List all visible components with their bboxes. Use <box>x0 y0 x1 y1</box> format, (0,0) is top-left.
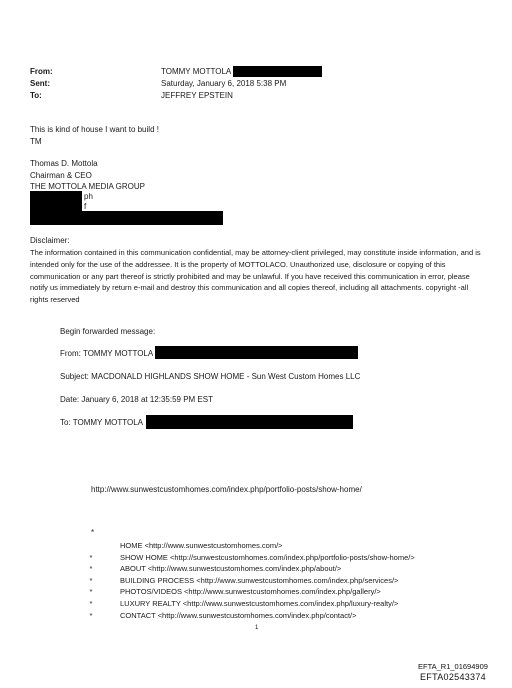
disclaimer-heading: Disclaimer: <box>30 236 70 245</box>
sent-label: Sent: <box>30 79 50 88</box>
footer-id-secondary: EFTA02543374 <box>420 672 486 682</box>
signature-fax-suffix: f <box>84 202 87 211</box>
bullet-marker: * <box>89 610 93 620</box>
menu-item-home[interactable]: HOME <http://www.sunwestcustomhomes.com/> <box>120 541 283 550</box>
redaction-box <box>233 66 322 77</box>
disclaimer-text: The information contained in this communication confidential, may be attorney-client privileged, may constitute inside information, and is intended only for the use of the addressee. It is the property of MOTTOLACO. Unauthorized use, disclosure or copying of this communication or any part thereof is strictly prohibited and may be unlawful. If you have received this communication in error, please notify us immediately by return e-mail and destroy this communication and all copies thereof, including all attachments. copyright -all rights reserved <box>30 248 481 305</box>
body-line-1: This is kind of house I want to build ! <box>30 125 159 134</box>
menu-item-luxury-realty[interactable]: LUXURY REALTY <http://www.sunwestcustomhomes.com/index.php/luxury-realty/> <box>120 598 399 608</box>
forwarded-date: Date: January 6, 2018 at 12:35:59 PM EST <box>60 395 213 404</box>
from-value: TOMMY MOTTOLA <box>161 67 232 76</box>
to-value: JEFFREY EPSTEIN <box>161 91 233 100</box>
menu-item-photos-videos[interactable]: PHOTOS/VIDEOS <http://www.sunwestcustomhomes.com/index.php/gallery/> <box>120 587 381 597</box>
signature-name: Thomas D. Mottola <box>30 159 98 168</box>
portfolio-link[interactable]: http://www.sunwestcustomhomes.com/index.php/portfolio-posts/show-home/ <box>91 485 362 494</box>
redaction-box <box>155 346 358 359</box>
page-number: 1 <box>255 625 259 631</box>
redaction-box <box>30 211 223 225</box>
menu-item-building-process[interactable]: BUILDING PROCESS <http://www.sunwestcustomhomes.com/index.php/services/> <box>120 575 399 585</box>
bullet-marker: * <box>89 598 93 608</box>
menu-item-show-home[interactable]: SHOW HOME <http://sunwestcustomhomes.com/index.php/portfolio-posts/show-home/> <box>120 552 415 562</box>
footer-id-primary: EFTA_R1_01694909 <box>418 662 488 671</box>
from-label: From: <box>30 67 53 76</box>
redaction-box <box>146 415 353 429</box>
redaction-box <box>30 191 82 211</box>
menu-item-contact[interactable]: CONTACT <http://www.sunwestcustomhomes.com/index.php/contact/> <box>120 610 357 620</box>
bullet-marker: * <box>89 564 93 574</box>
signature-title: Chairman & CEO <box>30 171 92 180</box>
forwarded-subject: Subject: MACDONALD HIGHLANDS SHOW HOME - Sun West Custom Homes LLC <box>60 372 361 381</box>
to-label: To: <box>30 91 42 100</box>
forwarded-intro: Begin forwarded message: <box>60 327 156 336</box>
bullet-marker: * <box>89 587 93 597</box>
sent-value: Saturday, January 6, 2018 5:38 PM <box>161 79 287 88</box>
bullet-marker: * <box>89 575 93 585</box>
bullet-marker: * <box>91 528 95 537</box>
forwarded-from: From: TOMMY MOTTOLA <box>60 349 154 358</box>
forwarded-to: To: TOMMY MOTTOLA <box>60 418 143 427</box>
signature-company: THE MOTTOLA MEDIA GROUP <box>30 182 145 191</box>
menu-item-about[interactable]: ABOUT <http://www.sunwestcustomhomes.com/index.php/about/> <box>120 564 342 574</box>
bullet-marker: * <box>89 552 93 562</box>
signature-phone-suffix: ph <box>84 192 93 201</box>
body-line-2: TM <box>30 137 42 146</box>
